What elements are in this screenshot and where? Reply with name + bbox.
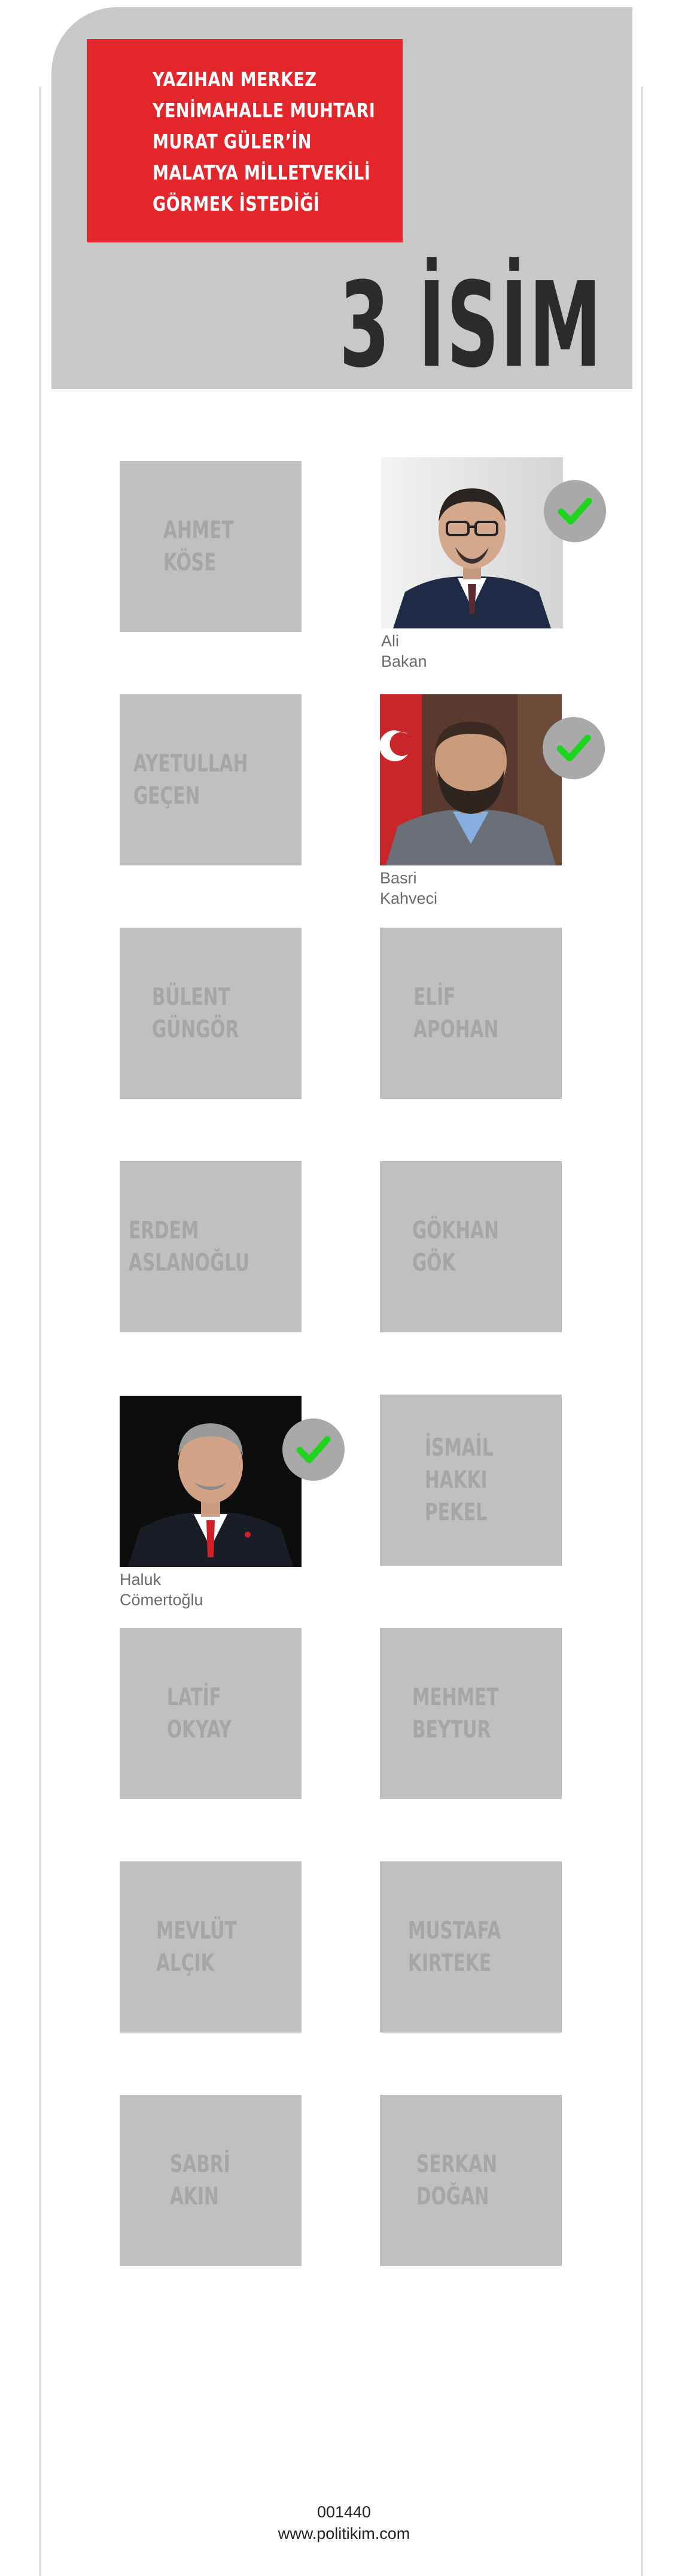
candidate-name-line: PEKEL — [424, 1499, 487, 1526]
candidate-name-line: HAKKI — [424, 1466, 488, 1494]
placeholder-tile — [380, 1161, 562, 1332]
candidate-caption — [380, 868, 437, 909]
candidate-photo — [380, 694, 562, 865]
candidate-name-line: ALÇIK — [156, 1949, 215, 1977]
candidate-name-line: KIRTEKE — [408, 1949, 492, 1977]
candidate-photo — [381, 457, 563, 628]
footer-code: 001440 — [316, 2503, 372, 2521]
candidate-name-line: APOHAN — [413, 1016, 499, 1043]
candidate-name-line: LATİF — [166, 1684, 221, 1711]
candidate-card — [380, 1628, 562, 1799]
candidate-name-line: GÜNGÖR — [151, 1016, 239, 1043]
placeholder-tile — [120, 928, 302, 1099]
headline-line: YENİMAHALLE MUHTARI — [153, 99, 376, 122]
candidate-name-line: İSMAİL — [424, 1434, 494, 1462]
placeholder-tile — [120, 2095, 302, 2266]
candidate-card — [120, 1628, 302, 1799]
candidate-card — [120, 928, 302, 1099]
candidate-name-line: Cömertoğlu — [120, 1591, 203, 1609]
candidate-caption — [120, 1569, 203, 1610]
candidate-name-line: BEYTUR — [412, 1716, 491, 1743]
headline-line: MALATYA MİLLETVEKİLİ — [153, 161, 371, 184]
candidate-name-line: Ali — [381, 632, 400, 650]
candidate-name-line: MEVLÜT — [156, 1917, 237, 1945]
check-badge — [544, 480, 606, 542]
candidate-name-line: AKIN — [170, 2183, 219, 2210]
candidate-name-line: Bakan — [381, 652, 427, 670]
candidate-card — [380, 1161, 562, 1332]
placeholder-tile — [120, 694, 302, 865]
candidate-card — [380, 1861, 562, 2033]
candidate-name-line: KÖSE — [163, 549, 216, 576]
candidate-card — [120, 1161, 302, 1332]
candidate-name-line: ASLANOĞLU — [129, 1249, 250, 1277]
candidate-name-line: SABRİ — [170, 2150, 230, 2178]
candidate-name-line: GÖK — [412, 1249, 456, 1277]
placeholder-tile — [120, 1628, 302, 1799]
checkmark-icon — [555, 730, 592, 767]
candidate-name-line: Haluk — [120, 1570, 162, 1588]
candidate-photo — [120, 1396, 302, 1567]
candidate-caption — [381, 631, 427, 672]
header-panel-edge — [632, 7, 641, 389]
candidate-card — [120, 694, 302, 865]
placeholder-tile — [380, 2095, 562, 2266]
footer-site: www.politikim.com — [278, 2525, 410, 2542]
placeholder-tile — [380, 1861, 562, 2033]
headline-line: MURAT GÜLER’İN — [153, 130, 312, 153]
candidate-name-line: MUSTAFA — [408, 1917, 501, 1945]
count-title: 3 İSİM — [339, 257, 603, 394]
frame-left-line — [39, 87, 41, 2576]
check-badge — [282, 1418, 345, 1481]
candidate-card — [120, 2095, 302, 2266]
candidate-card — [120, 461, 302, 632]
candidate-card-selected — [380, 694, 562, 907]
candidate-card — [380, 2095, 562, 2266]
checkmark-icon — [295, 1431, 332, 1468]
frame-right-line — [641, 87, 643, 2576]
placeholder-tile — [120, 1861, 302, 2033]
candidate-name-line: AYETULLAH — [133, 750, 248, 777]
headline-line: GÖRMEK İSTEDİĞİ — [153, 192, 320, 215]
candidate-name-line: DOĞAN — [416, 2183, 489, 2210]
candidate-card — [120, 1861, 302, 2033]
candidate-name-line: ELİF — [413, 983, 456, 1011]
candidate-card-selected — [120, 1396, 302, 1609]
candidate-name-line: GÖKHAN — [412, 1217, 499, 1244]
headline-box — [87, 39, 403, 242]
headline-line: YAZIHAN MERKEZ — [153, 68, 317, 91]
candidate-name-line: GEÇEN — [133, 782, 200, 810]
candidate-name-line: Basri — [380, 869, 417, 887]
candidate-card — [380, 1395, 562, 1566]
candidate-name-line: ERDEM — [129, 1217, 199, 1244]
placeholder-tile — [120, 1161, 302, 1332]
candidate-name-line: MEHMET — [412, 1684, 499, 1711]
checkmark-icon — [556, 493, 593, 530]
candidate-name-line: AHMET — [163, 517, 234, 544]
candidate-name-line: Kahveci — [380, 889, 438, 907]
candidate-card-selected — [381, 457, 563, 670]
candidate-name-line: BÜLENT — [151, 983, 230, 1011]
check-badge — [543, 717, 605, 779]
candidate-name-line: SERKAN — [416, 2150, 497, 2178]
candidate-name-line: OKYAY — [166, 1716, 232, 1743]
placeholder-tile — [120, 461, 302, 632]
placeholder-tile — [380, 928, 562, 1099]
candidate-card — [380, 928, 562, 1099]
placeholder-tile — [380, 1395, 562, 1566]
placeholder-tile — [380, 1628, 562, 1799]
